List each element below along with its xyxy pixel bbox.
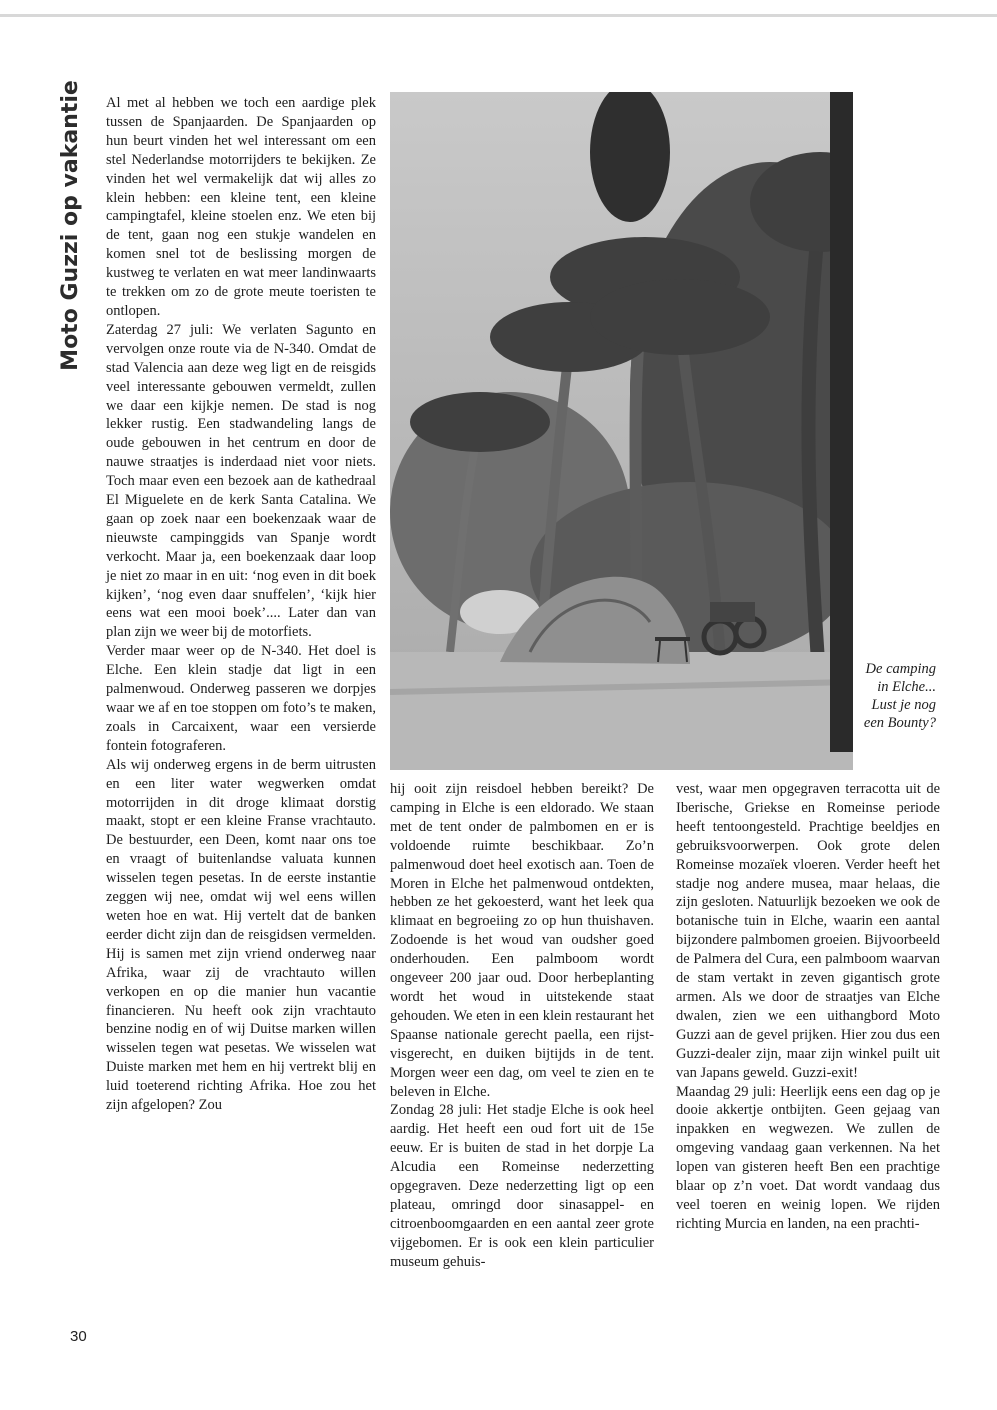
section-title-text: Moto Guzzi op vakantie: [57, 79, 83, 371]
article-column-2: [390, 780, 654, 1272]
section-title: [45, 79, 95, 371]
page-number: 30: [70, 1328, 87, 1345]
paragraph: Zondag 28 juli: Het stadje Elche is ook heel aardig. Het heeft een oud fort uit de 15e eeuw. Er is buiten de stad in het dorpje La Alcudia een Romeinse nederzetting opgegraven. Deze nederzetting ligt op een plateau, omringd door sinasappel- en citroenboomgaarden en een aantal zeer grote vijgebomen. Er is ook een klein particulier museum gehuis-: [390, 1102, 654, 1270]
top-rule: [0, 14, 997, 17]
article-column-1: [106, 94, 376, 1115]
paragraph: Maandag 29 juli: Heerlijk eens een dag op je dooie akkertje ontbijten. Geen gejaag van inpakken en wegwezen. We zullen de omgeving vandaag gaan verkennen. Na het lopen van gisteren heeft Ben een prachtige blaar op z’n voet. Dat wordt vandaag dus veel toeren en weinig lopen. We rijden richting Murcia en landen, na een prachti-: [676, 1083, 940, 1232]
paragraph: Zaterdag 27 juli: We verlaten Sagunto en vervolgen onze route via de N-340. Omdat de stad Valencia aan deze weg ligt en de reisgids veel interessante gebouwen vermeldt, zullen we daar een kijkje nemen. De stad is nog lekker rustig. Een stadwandeling langs de oude gebouwen in het centrum en door de nauwe straatjes is inderdaad niet voor niets. Toch maar even een bezoek aan de kathedraal El Miguelete en de kerk Santa Catalina. We gaan op zoek naar een boekenzaak waar de nieuwste campinggids van Spanje wordt verkocht. Maar ja, een boekenzaak daar loop je niet zo maar in en uit: ‘nog even in dit boek kijken’, ‘nog even daar snuffelen’, ‘kijk hier eens wat een mooi boek’.... Later dan van plan zijn we weer bij de motorfiets.: [106, 321, 376, 641]
paragraph: hij ooit zijn reisdoel hebben bereikt? De camping in Elche is een eldorado. We staan met de tent onder de palmbomen en er is voldoende ruimte beschikbaar. Zo’n palmenwoud doet heel exotisch aan. Toen de Moren in Elche het palmenwoud ontdekten, hebben ze het gekoesterd, want het leek qua klimaat en begroeiing zo op hun thuishaven. Zodoende is het woud van oudsher goed onderhouden. Een palmboom wordt ongeveer 200 jaar oud. Door herbeplanting wordt het woud in uitstekende staat gehouden. We eten in een klein restaurant het Spaanse nationale gerecht paella, een rijst-visgerecht, en duiken bijtijds in de tent. Morgen weer een dag, om veel te zien en te beleven in Elche.: [390, 781, 654, 1100]
paragraph: vest, waar men opgegraven terracotta uit de Iberische, Griekse en Romeinse periode heeft tentoongesteld. Prachtige beeldjes en gebruiksvoorwerpen. Ook grote delen Romeinse mozaïek vloeren. Verder heeft het stadje nog andere musea, maar helaas, die zijn gesloten. Natuurlijk bezoeken we ook de botanische tuin in Elche, waarin een aantal bijzondere palmbomen groeien. Bijvoorbeeld de Palmera del Cura, een palmboom waarvan de stam vertakt in zeven gigantisch grote armen. Als we door de straatjes van Elche dwalen, zien we een uithangbord Moto Guzzi aan de gevel prijken. Hier zou dus een Guzzi-dealer zijn, maar zijn winkel puilt uit van Japans geweld. Guzzi-exit!: [676, 781, 940, 1081]
paragraph: Verder maar weer op de N-340. Het doel is Elche. Een klein stadje dat ligt in een palmenwoud. Onderweg passeren we dorpjes waar we af en toe stoppen om foto’s te maken, zoals in Carcaixent, waar een versierde fontein fotograferen.: [106, 643, 376, 754]
photo-caption: De camping in Elche... Lust je nog een Bounty?: [863, 661, 936, 731]
camping-photo: [390, 92, 853, 770]
paragraph: Als wij onderweg ergens in de berm uitrusten en een liter water wegwerken omdat motorrijden in dit droge klimaat dorstig maakt, stopt er een kleine Franse vrachtauto. De bestuurder, een Deen, komt naar ons toe en vraagt of buitenlandse valuata kunnen wisselen tegen pesetas. In de eerste instantie zeggen wij nee, omdat wij wel eens willen weten hoe en wat. Hij vertelt dat de banken eerder dicht zijn dan de reisgidsen vermelden. Hij is samen met zijn vriend onderweg naar Afrika, waar zij de vrachtauto willen verkopen en op die manier hun vacantie financieren. Nu heeft ook zijn vrachtauto benzine nodig en of wij Duitse marken willen wisselen tegen wat pesetas. We wisselen wat Duiste marken met hem en hij vertrekt blij en luid toeterend richting Afrika. Hoe zou het zijn afgelopen? Zou: [106, 756, 376, 1114]
photo-illustration: [390, 92, 853, 770]
article-column-3: [676, 780, 940, 1234]
paragraph: Al met al hebben we toch een aardige plek tussen de Spanjaarden. De Spanjaarden op hun beurt vinden het wel interessant om een stel Nederlandse motorrijders te bekijken. Ze vinden het wel vermakelijk dat wij alles zo klein hebben: een kleine tent, een kleine campingtafel, kleine stoelen enz. We eten bij de tent, gaan nog een stukje wandelen en komen snel tot de beslissing morgen de kustweg te verlaten en wat meer landinwaarts te trekken om zo de grote meute toeristen te ontlopen.: [106, 95, 376, 319]
